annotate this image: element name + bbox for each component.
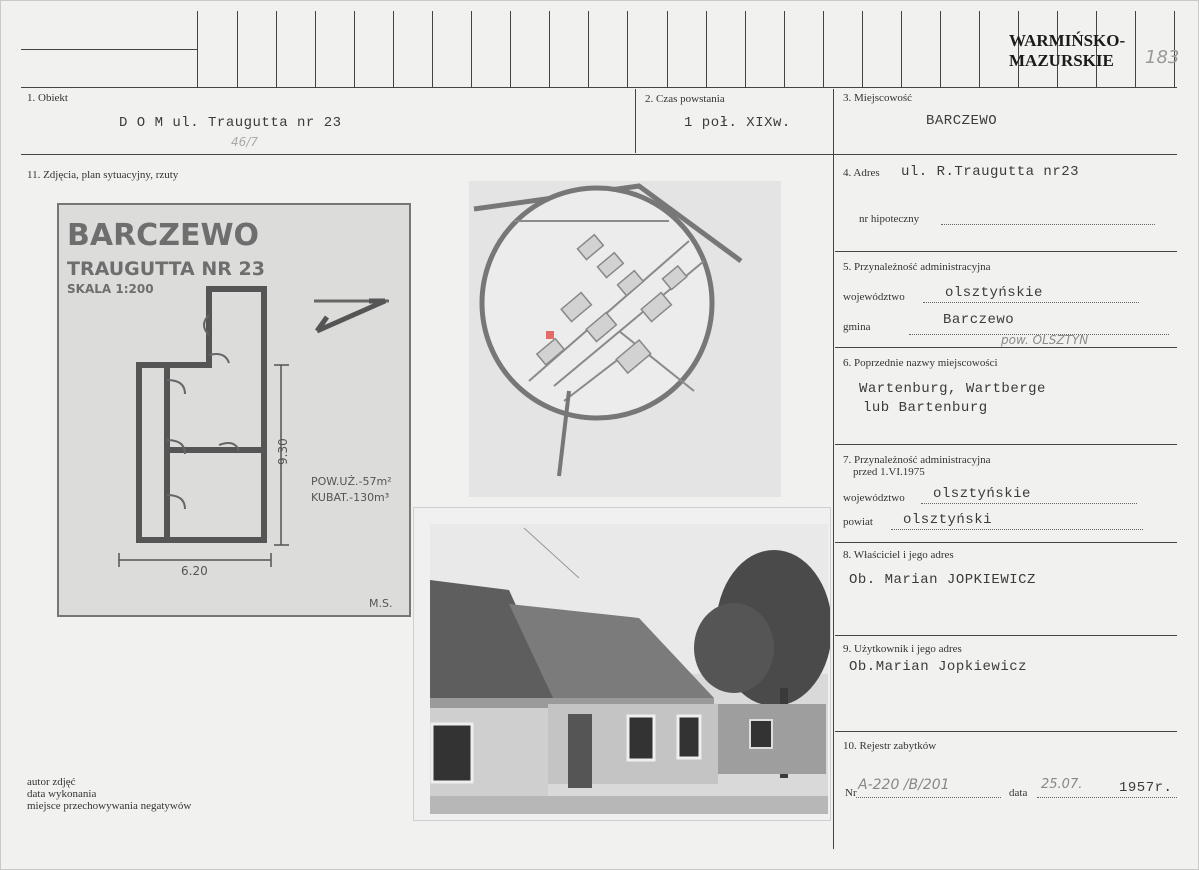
row-rule xyxy=(21,154,1177,155)
plan-area-2: KUBAT.-130m³ xyxy=(311,491,390,504)
wlasciciel-label: 8. Właściciel i jego adres xyxy=(843,549,954,561)
tab-divider xyxy=(862,11,863,87)
wojewodztwo-value: olsztyńskie xyxy=(945,285,1043,301)
wojewodztwo2-label: województwo xyxy=(843,492,905,504)
row-rule xyxy=(835,635,1177,636)
row-rule xyxy=(835,731,1177,732)
tab-divider xyxy=(471,11,472,87)
tab-divider xyxy=(706,11,707,87)
czas-value: 1 poł. XIXw. xyxy=(684,115,791,131)
powiat-value: olsztyński xyxy=(903,512,993,528)
wlasciciel-value: Ob. Marian JOPKIEWICZ xyxy=(849,572,1036,588)
plan-dim-height: 9.30 xyxy=(276,438,290,465)
region-line-2: MAZURSKIE xyxy=(1009,51,1114,70)
divider xyxy=(635,89,636,153)
miejscowosc-label: 3. Miejscowość xyxy=(843,92,913,104)
wojewodztwo2-line xyxy=(921,503,1137,504)
tab-divider xyxy=(784,11,785,87)
plan-title: BARCZEWO xyxy=(67,218,260,253)
floor-plan-photo xyxy=(57,203,411,617)
plan-street: TRAUGUTTA NR 23 xyxy=(67,258,265,280)
powiat-label: powiat xyxy=(843,516,873,528)
object-marker xyxy=(546,331,554,339)
house-photo-image xyxy=(414,508,830,820)
data-label: data xyxy=(1009,787,1028,799)
tab-divider xyxy=(197,11,198,87)
hipoteczny-line xyxy=(941,224,1155,225)
nr-line xyxy=(856,797,1001,798)
tab-divider xyxy=(354,11,355,87)
gmina-label: gmina xyxy=(843,321,871,333)
plan-signature: M.S. xyxy=(369,597,393,610)
miejscowosc-value: BARCZEWO xyxy=(926,113,998,129)
tab-divider xyxy=(1135,11,1136,87)
adres-value: ul. R.Traugutta nr23 xyxy=(901,164,1080,180)
card-number: 183 xyxy=(1145,47,1180,68)
tab-divider xyxy=(588,11,589,87)
tab-divider xyxy=(432,11,433,87)
obiekt-value: D O M ul. Traugutta nr 23 xyxy=(119,115,342,131)
wojewodztwo-label: województwo xyxy=(843,291,905,303)
row-rule xyxy=(835,251,1177,252)
plan-area-1: POW.UŻ.-57m² xyxy=(311,475,392,488)
przed-label-1: 7. Przynależność administracyjna xyxy=(843,454,991,466)
uzytkownik-value: Ob.Marian Jopkiewicz xyxy=(849,659,1028,675)
door-marks xyxy=(167,315,239,509)
tab-divider xyxy=(276,11,277,87)
plan-dim-width: 6.20 xyxy=(181,564,208,578)
situation-map-photo xyxy=(469,181,781,497)
plan-scale: SKALA 1:200 xyxy=(67,282,154,296)
tab-divider xyxy=(979,11,980,87)
nr-value: A-220 /B/201 xyxy=(858,777,950,793)
tab-divider xyxy=(823,11,824,87)
tab-divider xyxy=(393,11,394,87)
tab-divider xyxy=(940,11,941,87)
powiat-line xyxy=(891,529,1143,530)
tab-divider xyxy=(627,11,628,87)
gmina-value: Barczewo xyxy=(943,312,1015,328)
floor-plan-sketch xyxy=(59,205,409,615)
rejestr-label: 10. Rejestr zabytków xyxy=(843,740,937,752)
obiekt-note: 46/7 xyxy=(231,135,258,149)
wojewodztwo-line xyxy=(923,302,1139,303)
map-circle xyxy=(482,188,712,418)
data-wykonania-label: data wykonania xyxy=(27,788,97,800)
data-value-year: 1957r. xyxy=(1119,780,1173,796)
north-arrow xyxy=(317,301,385,331)
przed-label-2: przed 1.VI.1975 xyxy=(853,466,925,478)
photo-credits xyxy=(27,776,191,812)
row-rule xyxy=(835,444,1177,445)
zdjecia-label: 11. Zdjęcia, plan sytuacyjny, rzuty xyxy=(27,169,179,181)
czas-label: 2. Czas powstania xyxy=(645,93,725,105)
negatywy-label: miejsce przechowywania negatywów xyxy=(27,800,192,812)
przed-label xyxy=(843,454,991,478)
data-value-hand: 25.07. xyxy=(1041,777,1083,792)
region-line-1: WARMIŃSKO- xyxy=(1009,31,1126,50)
data-line xyxy=(1037,797,1177,798)
tab-divider xyxy=(549,11,550,87)
obiekt-label: 1. Obiekt xyxy=(27,92,68,104)
row-rule xyxy=(835,347,1177,348)
tab-divider xyxy=(315,11,316,87)
region-name xyxy=(1009,31,1125,71)
tab-divider xyxy=(237,11,238,87)
przynaleznosc-label: 5. Przynależność administracyjna xyxy=(843,261,991,273)
tab-divider xyxy=(510,11,511,87)
tab-divider xyxy=(745,11,746,87)
gmina-note: pow. OLSZTYN xyxy=(1001,333,1089,347)
wojewodztwo2-value: olsztyńskie xyxy=(933,486,1031,502)
poprzednie-line-1: Wartenburg, Wartberge xyxy=(859,381,1046,397)
tab-divider xyxy=(667,11,668,87)
house-photo xyxy=(413,507,831,821)
row-rule xyxy=(835,542,1177,543)
poprzednie-line-2: lub Bartenburg xyxy=(863,400,988,416)
autor-label: autor zdjęć xyxy=(27,776,76,788)
header-bottom-rule xyxy=(21,87,1177,88)
nr-label: Nr xyxy=(845,787,857,799)
header-rule xyxy=(21,49,197,50)
situation-map-sketch xyxy=(469,181,781,497)
tab-divider xyxy=(901,11,902,87)
column-divider xyxy=(833,89,834,849)
uzytkownik-label: 9. Użytkownik i jego adres xyxy=(843,643,962,655)
hipoteczny-label: nr hipoteczny xyxy=(859,213,920,225)
building-outline xyxy=(139,289,264,540)
adres-label: 4. Adres xyxy=(843,167,880,179)
poprzednie-label: 6. Poprzednie nazwy miejscowości xyxy=(843,357,998,369)
